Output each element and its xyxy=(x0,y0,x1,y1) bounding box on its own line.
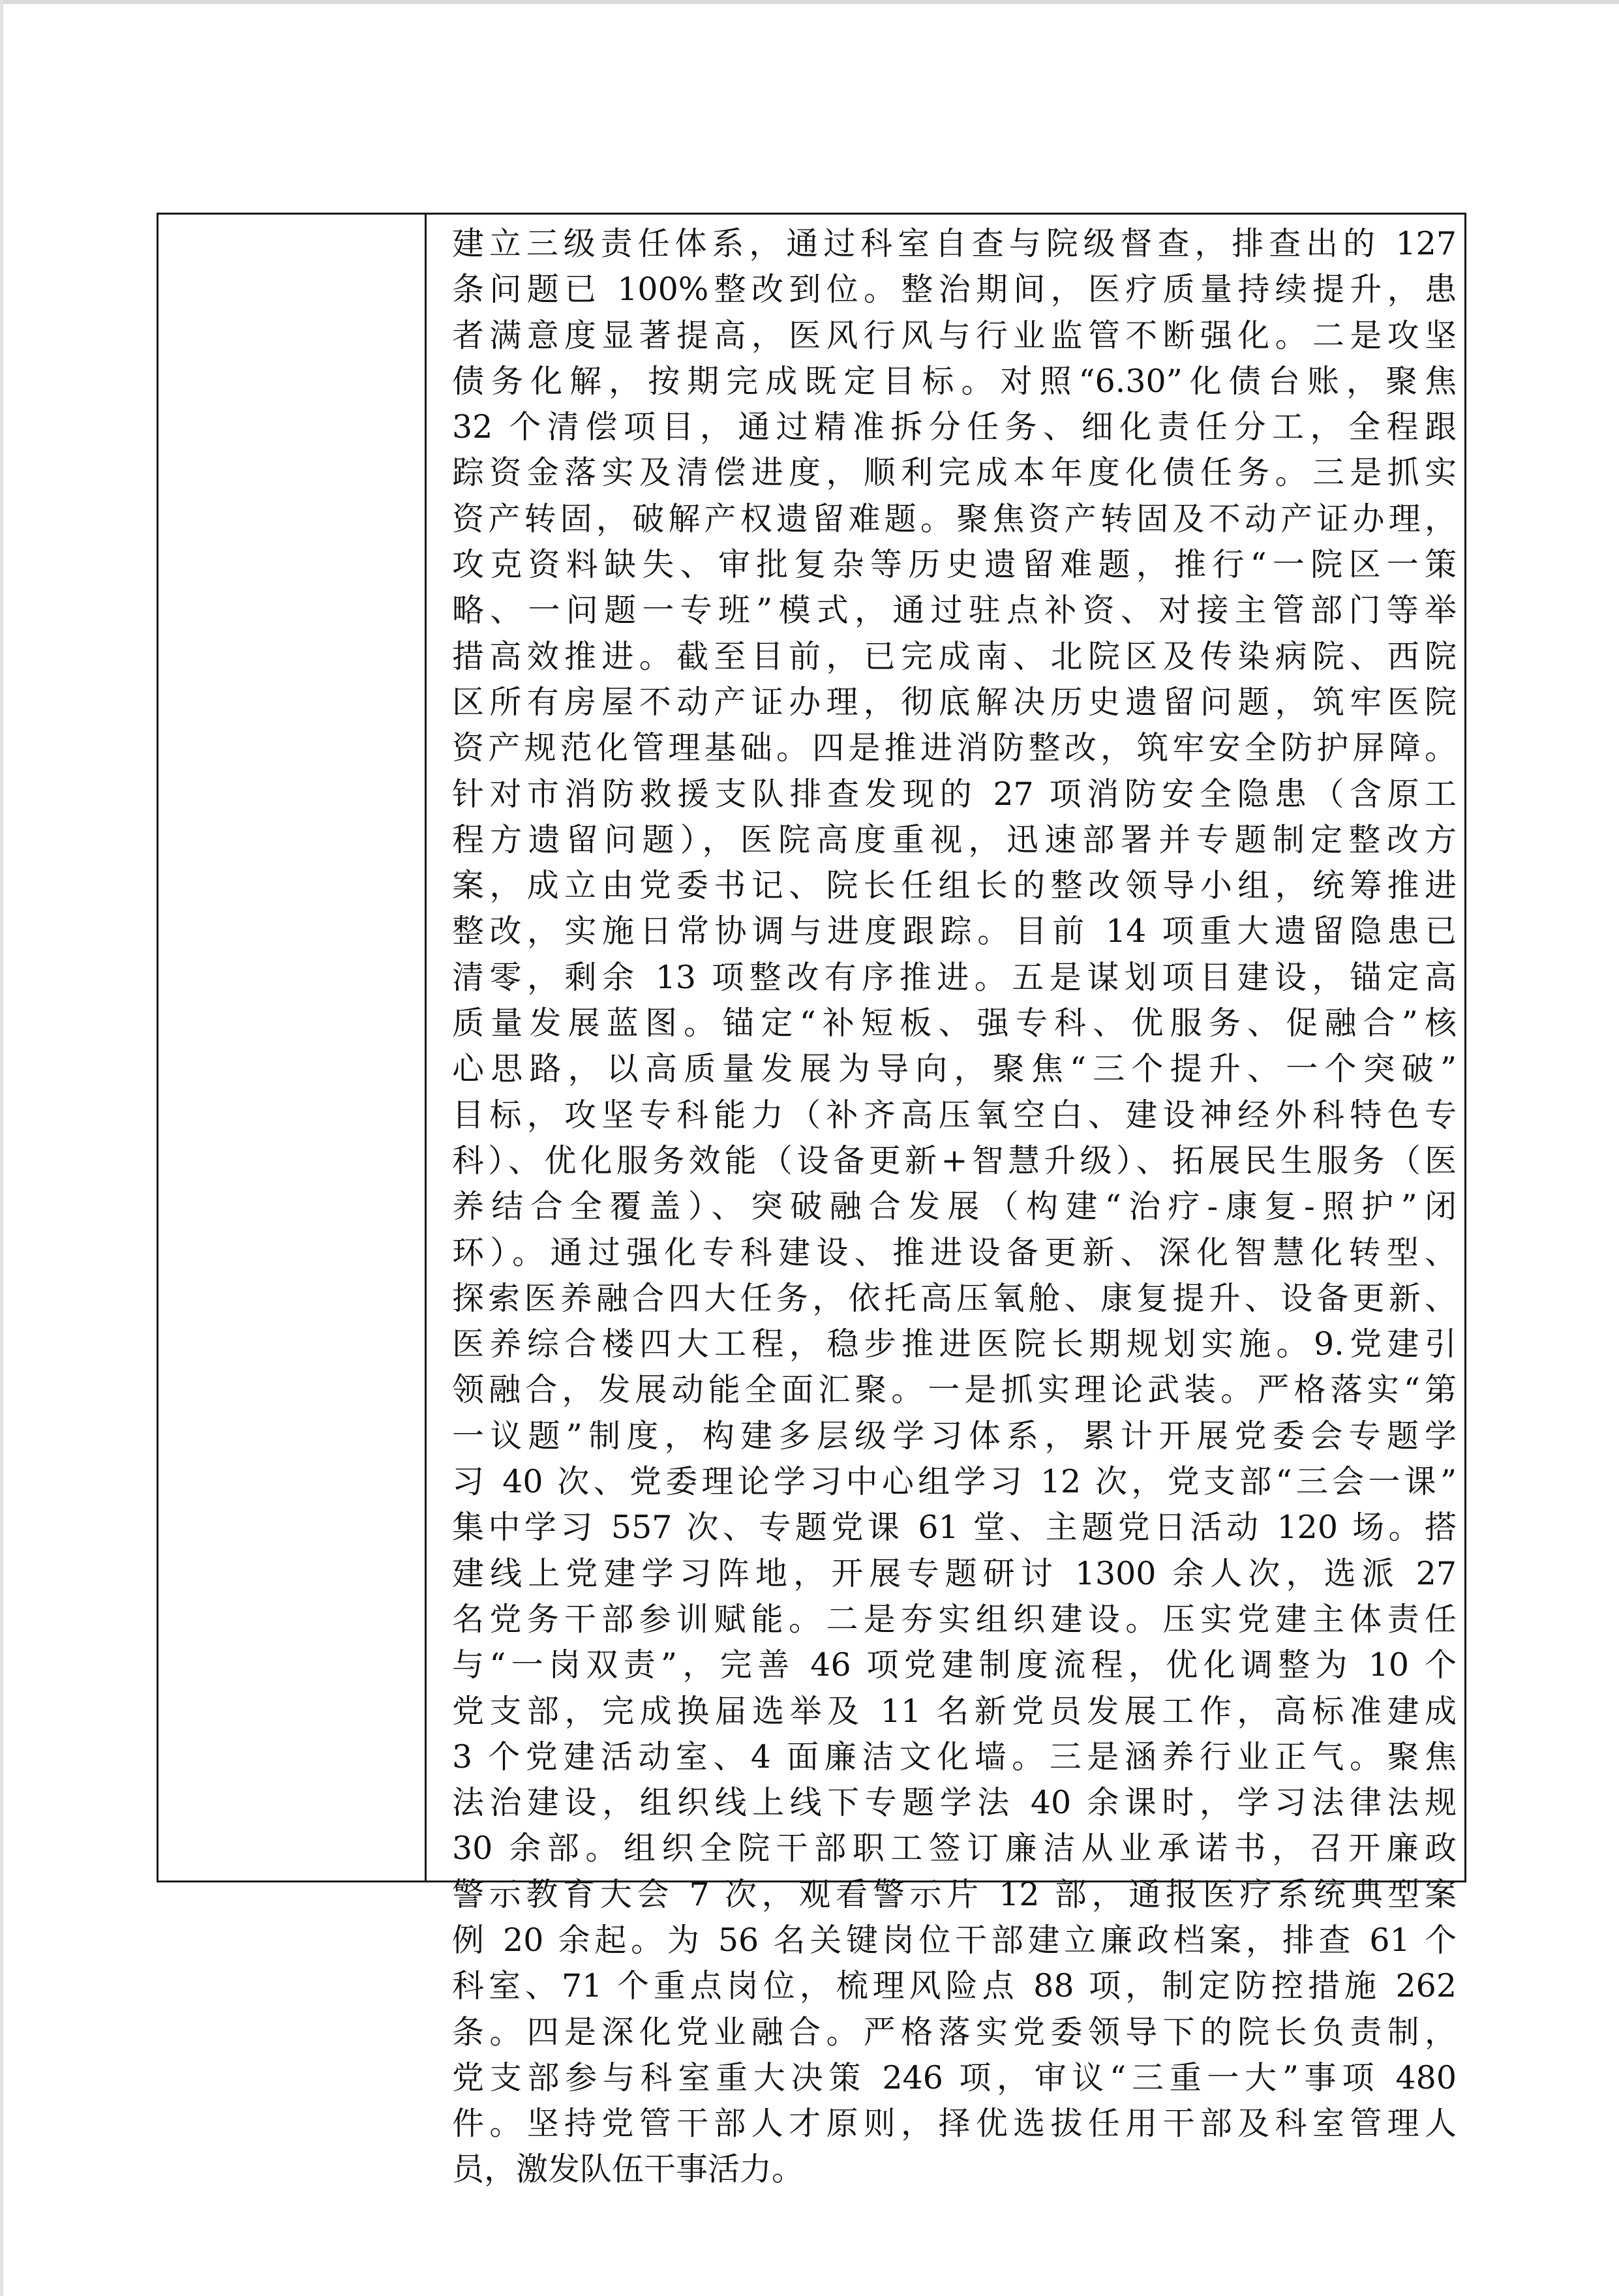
text-line: 30 余部。组织全院干部职工签订廉洁从业承诺书，召开廉政 xyxy=(452,1830,1457,1867)
text-line: 债务化解，按期完成既定目标。对照“6.30”化债台账，聚焦 xyxy=(452,362,1457,400)
text-line: 案，成立由党委书记、院长任组长的整改领导小组，统筹推进 xyxy=(452,867,1457,905)
text-line: 心思路，以高质量发展为导向，聚焦“三个提升、一个突破” xyxy=(452,1050,1457,1088)
text-line: 法治建设，组织线上线下专题学法 40 余课时，学习法律法规 xyxy=(452,1784,1457,1822)
content-cell xyxy=(452,221,1457,2193)
text-line: 环）。通过强化专科建设、推进设备更新、深化智慧化转型、 xyxy=(452,1233,1457,1271)
text-line: 32 个清偿项目，通过精准拆分任务、细化责任分工，全程跟 xyxy=(452,408,1457,446)
text-line: 警示教育大会 7 次，观看警示片 12 部，通报医疗系统典型案 xyxy=(452,1875,1457,1913)
text-line: 清零，剩余 13 项整改有序推进。五是谋划项目建设，锚定高 xyxy=(452,958,1457,996)
text-line: 一议题”制度，构建多层级学习体系，累计开展党委会专题学 xyxy=(452,1417,1457,1455)
page-edge-top xyxy=(0,0,1619,4)
text-line: 科室、71 个重点岗位，梳理风险点 88 项，制定防控措施 262 xyxy=(452,1967,1457,2005)
text-line: 科）、优化服务效能（设备更新+智慧升级）、拓展民生服务（医 xyxy=(452,1141,1457,1179)
text-line: 建线上党建学习阵地，开展专题研讨 1300 余人次，选派 27 xyxy=(452,1554,1457,1592)
text-line: 攻克资料缺失、审批复杂等历史遗留难题，推行“一院区一策 xyxy=(452,546,1457,584)
text-line: 3 个党建活动室、4 面廉洁文化墙。三是涵养行业正气。聚焦 xyxy=(452,1738,1457,1775)
column-divider xyxy=(425,215,427,1881)
text-line: 员，激发队伍干事活力。 xyxy=(452,2151,804,2188)
text-line: 与“一岗双责”，完善 46 项党建制度流程，优化调整为 10 个 xyxy=(452,1646,1457,1684)
text-line: 集中学习 557 次、专题党课 61 堂、主题党日活动 120 场。搭 xyxy=(452,1509,1457,1547)
text-line: 整改，实施日常协调与进度跟踪。目前 14 项重大遗留隐患已 xyxy=(452,913,1457,950)
text-line: 件。坚持党管干部人才原则，择优选拔任用干部及科室管理人 xyxy=(452,2105,1457,2143)
table-frame xyxy=(157,213,1466,2188)
text-line: 党支部参与科室重大决策 246 项，审议“三重一大”事项 480 xyxy=(452,2059,1457,2096)
text-line: 质量发展蓝图。锚定“补短板、强专科、优服务、促融合”核 xyxy=(452,1004,1457,1042)
text-line: 区所有房屋不动产证办理，彻底解决历史遗留问题，筑牢医院 xyxy=(452,683,1457,721)
text-line: 针对市消防救援支队排查发现的 27 项消防安全隐患（含原工 xyxy=(452,775,1457,813)
text-line: 医养综合楼四大工程，稳步推进医院长期规划实施。9.党建引 xyxy=(452,1325,1457,1363)
text-line: 程方遗留问题），医院高度重视，迅速部署并专题制定整改方 xyxy=(452,821,1457,858)
text-line: 条。四是深化党业融合。严格落实党委领导下的院长负责制， xyxy=(452,2013,1457,2051)
text-line: 探索医养融合四大任务，依托高压氧舱、康复提升、设备更新、 xyxy=(452,1279,1457,1317)
text-line: 条问题已 100%整改到位。整治期间，医疗质量持续提升，患 xyxy=(452,271,1457,309)
text-line: 资产规范化管理基础。四是推进消防整改，筑牢安全防护屏障。 xyxy=(452,729,1457,767)
text-line: 习 40 次、党委理论学习中心组学习 12 次，党支部“三会一课” xyxy=(452,1463,1457,1501)
text-line: 资产转固，破解产权遗留难题。聚焦资产转固及不动产证办理， xyxy=(452,500,1457,537)
text-line: 略、一问题一专班”模式，通过驻点补资、对接主管部门等举 xyxy=(452,592,1457,629)
text-line: 建立三级责任体系，通过科室自查与院级督查，排查出的 127 xyxy=(452,225,1457,262)
text-line: 目标，攻坚专科能力（补齐高压氧空白、建设神经外科特色专 xyxy=(452,1096,1457,1134)
page-edge-left xyxy=(0,0,3,2296)
text-line: 踪资金落实及清偿进度，顺利完成本年度化债任务。三是抓实 xyxy=(452,454,1457,492)
text-line: 领融合，发展动能全面汇聚。一是抓实理论武装。严格落实“第 xyxy=(452,1371,1457,1409)
text-line: 措高效推进。截至目前，已完成南、北院区及传染病院、西院 xyxy=(452,637,1457,675)
text-line: 例 20 余起。为 56 名关键岗位干部建立廉政档案，排查 61 个 xyxy=(452,1921,1457,1959)
text-line: 党支部，完成换届选举及 11 名新党员发展工作，高标准建成 xyxy=(452,1692,1457,1730)
text-line: 者满意度显著提高，医风行风与行业监管不断强化。二是攻坚 xyxy=(452,316,1457,354)
text-line: 养结合全覆盖）、突破融合发展（构建“治疗-康复-照护”闭 xyxy=(452,1188,1457,1226)
text-line: 名党务干部参训赋能。二是夯实组织建设。压实党建主体责任 xyxy=(452,1600,1457,1638)
